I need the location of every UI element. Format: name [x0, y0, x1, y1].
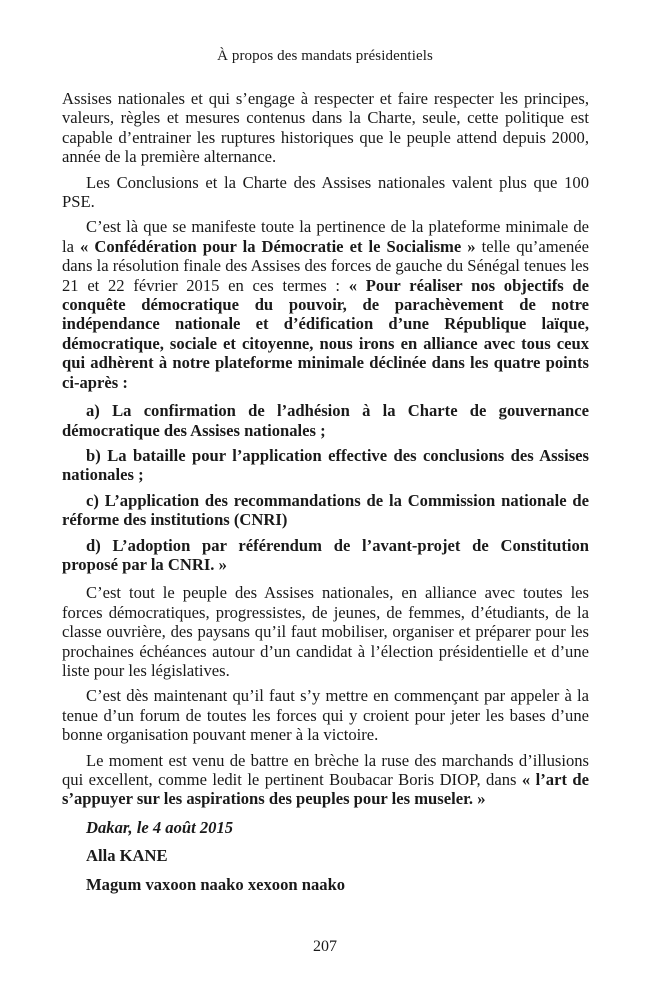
running-header: À propos des mandats présidentiels — [217, 48, 433, 64]
signature-date: Dakar, le 4 août 2015 — [86, 817, 234, 837]
paragraph-6 — [62, 751, 589, 809]
paragraph-3-text-c: telle qu’amenée dans la résolution finale des Assises des forces de gauche du Sénégal tenues les 21 et 22 février 2015 en ces termes : — [62, 236, 589, 295]
signature-tagline: Magum vaxoon naako xexoon naako — [86, 874, 346, 894]
paragraph-5: C’est dès maintenant qu’il faut s’y mettre en commençant par appeler à la tenue d’un forum de toutes les forces qui y croient pour jeter les bases d’une bonne organisation pouvant mener à la victoire. — [62, 686, 589, 745]
paragraph-6-text-a: Le moment est venu de battre en brèche la ruse des marchands d’illusions qui excellent, comme ledit le pertinent Boubacar Boris DIOP, dans — [62, 750, 589, 789]
list-item-b: b) La bataille pour l’application effective des conclusions des Assises nationales ; — [62, 445, 589, 485]
list-item-d: d) L’adoption par référendum de l’avant-projet de Constitution proposé par la CNRI. » — [62, 535, 589, 574]
list-item-a: a) La confirmation de l’adhésion à la Charte de gouvernance démocratique des Assises nationales ; — [62, 401, 589, 440]
signature-name: Alla KANE — [86, 846, 168, 866]
list-item-c: c) L’application des recommandations de la Commission nationale de réforme des institutions (CNRI) — [62, 490, 589, 530]
paragraph-2: Les Conclusions et la Charte des Assises nationales valent plus que 100 PSE. — [62, 172, 589, 212]
confederation-name: « Confédération pour la Démocratie et le Socialisme » — [80, 236, 476, 256]
platform-points-list — [62, 401, 589, 574]
page-number: 207 — [313, 938, 337, 955]
paragraph-1: Assises nationales et qui s’engage à respecter et faire respecter les principes, valeurs, règles et mesures contenus dans la Charte, seule, cette politique est capable d’entrainer les ruptures historiques que le peuple attend depuis 2000, année de la première alternance. — [62, 89, 589, 167]
quoted-resolution: « Pour réaliser nos objectifs de conquête démocratique du pouvoir, de parachèvement de notre indépendance nationale et d’édification d’une République laïque, démocratique, sociale et citoyenne, nous irons en alliance avec tous ceux qui adhèrent à notre plateforme minimale déclinée dans les quatre points ci-après : — [62, 275, 589, 392]
paragraph-4: C’est tout le peuple des Assises nationales, en alliance avec toutes les forces démocratiques, progressistes, de jeunes, de femmes, d’étudiants, de la classe ouvrière, des paysans qu’il faut mobiliser, organiser et préparer pour les prochaines échéances autour d’un candidat à l’élection présidentielle et d’une liste pour les législatives. — [62, 583, 589, 680]
paragraph-3-text-a: C’est là que se manifeste toute la pertinence de la plateforme minimale de la — [62, 217, 589, 256]
paragraph-3 — [62, 217, 589, 392]
body-text — [62, 89, 589, 894]
boris-diop-quote: « l’art de s’appuyer sur les aspirations des peuples pour les museler. » — [62, 770, 589, 809]
